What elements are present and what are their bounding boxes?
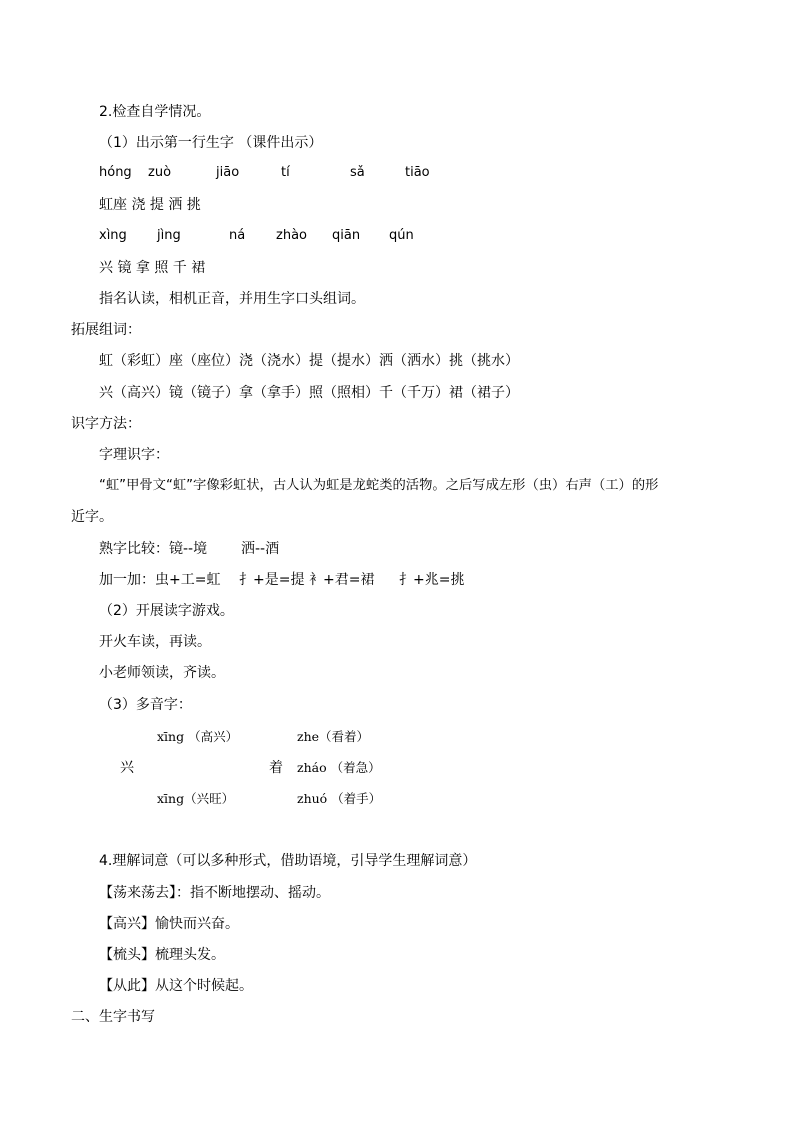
- read-instruction: 指名认读，相机正音，并用生字口头组词。: [99, 291, 365, 307]
- compare-pair-2: 洒--酒: [241, 541, 280, 557]
- vocab-item: 【荡来荡去】：指不断地摆动、摇动。: [99, 885, 330, 901]
- game-line-2: 小老师领读，齐读。: [99, 665, 225, 681]
- logic-text-line-2: 近字。: [71, 509, 113, 525]
- compare-label: 熟字比较：: [99, 541, 169, 557]
- method-title: 识字方法：: [71, 416, 141, 432]
- step-3-title: （3）多音字：: [99, 697, 192, 713]
- pinyin-hong: hóng: [99, 165, 132, 180]
- vocab-item: 【从此】从这个时候起。: [99, 978, 253, 994]
- vocab-item: 【高兴】愉快而兴奋。: [99, 916, 239, 932]
- expand-words-title: 拓展组词：: [71, 322, 141, 338]
- add-label: 加一加：: [99, 572, 155, 588]
- pinyin-xing: xìng: [99, 228, 127, 243]
- logic-text-line-1: “虹”甲骨文“虹”字像彩虹状，古人认为虹是龙蛇类的活物。之后写成左形（虫）右声（工）的形: [99, 478, 659, 493]
- pinyin-zuo: zuò: [148, 165, 172, 180]
- vocab-item: 【梳头】梳理头发。: [99, 947, 225, 963]
- pinyin-jiao: jiāo: [216, 165, 240, 180]
- polyphone-xing-reading-2: xīng（兴旺）: [157, 791, 235, 806]
- add-formula-2: 扌+是=提: [239, 572, 305, 588]
- pinyin-sa: sǎ: [350, 165, 365, 180]
- words-line-2: 兴（高兴）镜（镜子）拿（拿手）照（照相）千（千万）裙（裙子）: [99, 385, 519, 401]
- chars-row-1: 虹座 浇 提 洒 挑: [99, 197, 201, 213]
- add-formula-4: 扌+兆=挑: [399, 572, 465, 588]
- add-formula-1: 虫+工=虹: [155, 572, 221, 588]
- compare-pair-1: 镜--境: [169, 541, 208, 557]
- section-2-title: 2.检查自学情况。: [99, 104, 211, 120]
- section-4-title: 4.理解词意（可以多种形式，借助语境，引导学生理解词意）: [99, 853, 477, 869]
- pinyin-zhao: zhào: [276, 228, 307, 243]
- words-line-1: 虹（彩虹）座（座位）浇（浇水）提（提水）洒（洒水）挑（挑水）: [99, 353, 519, 369]
- polyphone-char-zhe: 着: [269, 760, 283, 776]
- polyphone-xing-reading-1: xīng （高兴）: [157, 729, 239, 744]
- step-2-title: （2）开展读字游戏。: [99, 603, 234, 619]
- polyphone-zhe-reading-3: zhuó （着手）: [297, 791, 382, 806]
- pinyin-ti: tí: [281, 165, 290, 180]
- game-line-1: 开火车读，再读。: [99, 634, 211, 650]
- pinyin-qun: qún: [389, 228, 414, 243]
- pinyin-na: ná: [229, 228, 246, 243]
- step-1-title: （1）出示第一行生字 （课件出示）: [99, 135, 323, 151]
- pinyin-jing: jìng: [157, 228, 181, 243]
- pinyin-tiao: tiāo: [405, 165, 430, 180]
- pinyin-qian: qiān: [332, 228, 361, 243]
- polyphone-char-xing: 兴: [120, 760, 134, 776]
- section-two-title: 二、生字书写: [71, 1009, 155, 1025]
- polyphone-zhe-reading-2: zháo （着急）: [297, 760, 381, 775]
- add-formula-3: 衤+君=裙: [309, 572, 375, 588]
- polyphone-zhe-reading-1: zhe（看着）: [297, 729, 370, 744]
- logic-title: 字理识字：: [99, 447, 169, 463]
- chars-row-2: 兴 镜 拿 照 千 裙: [99, 260, 206, 276]
